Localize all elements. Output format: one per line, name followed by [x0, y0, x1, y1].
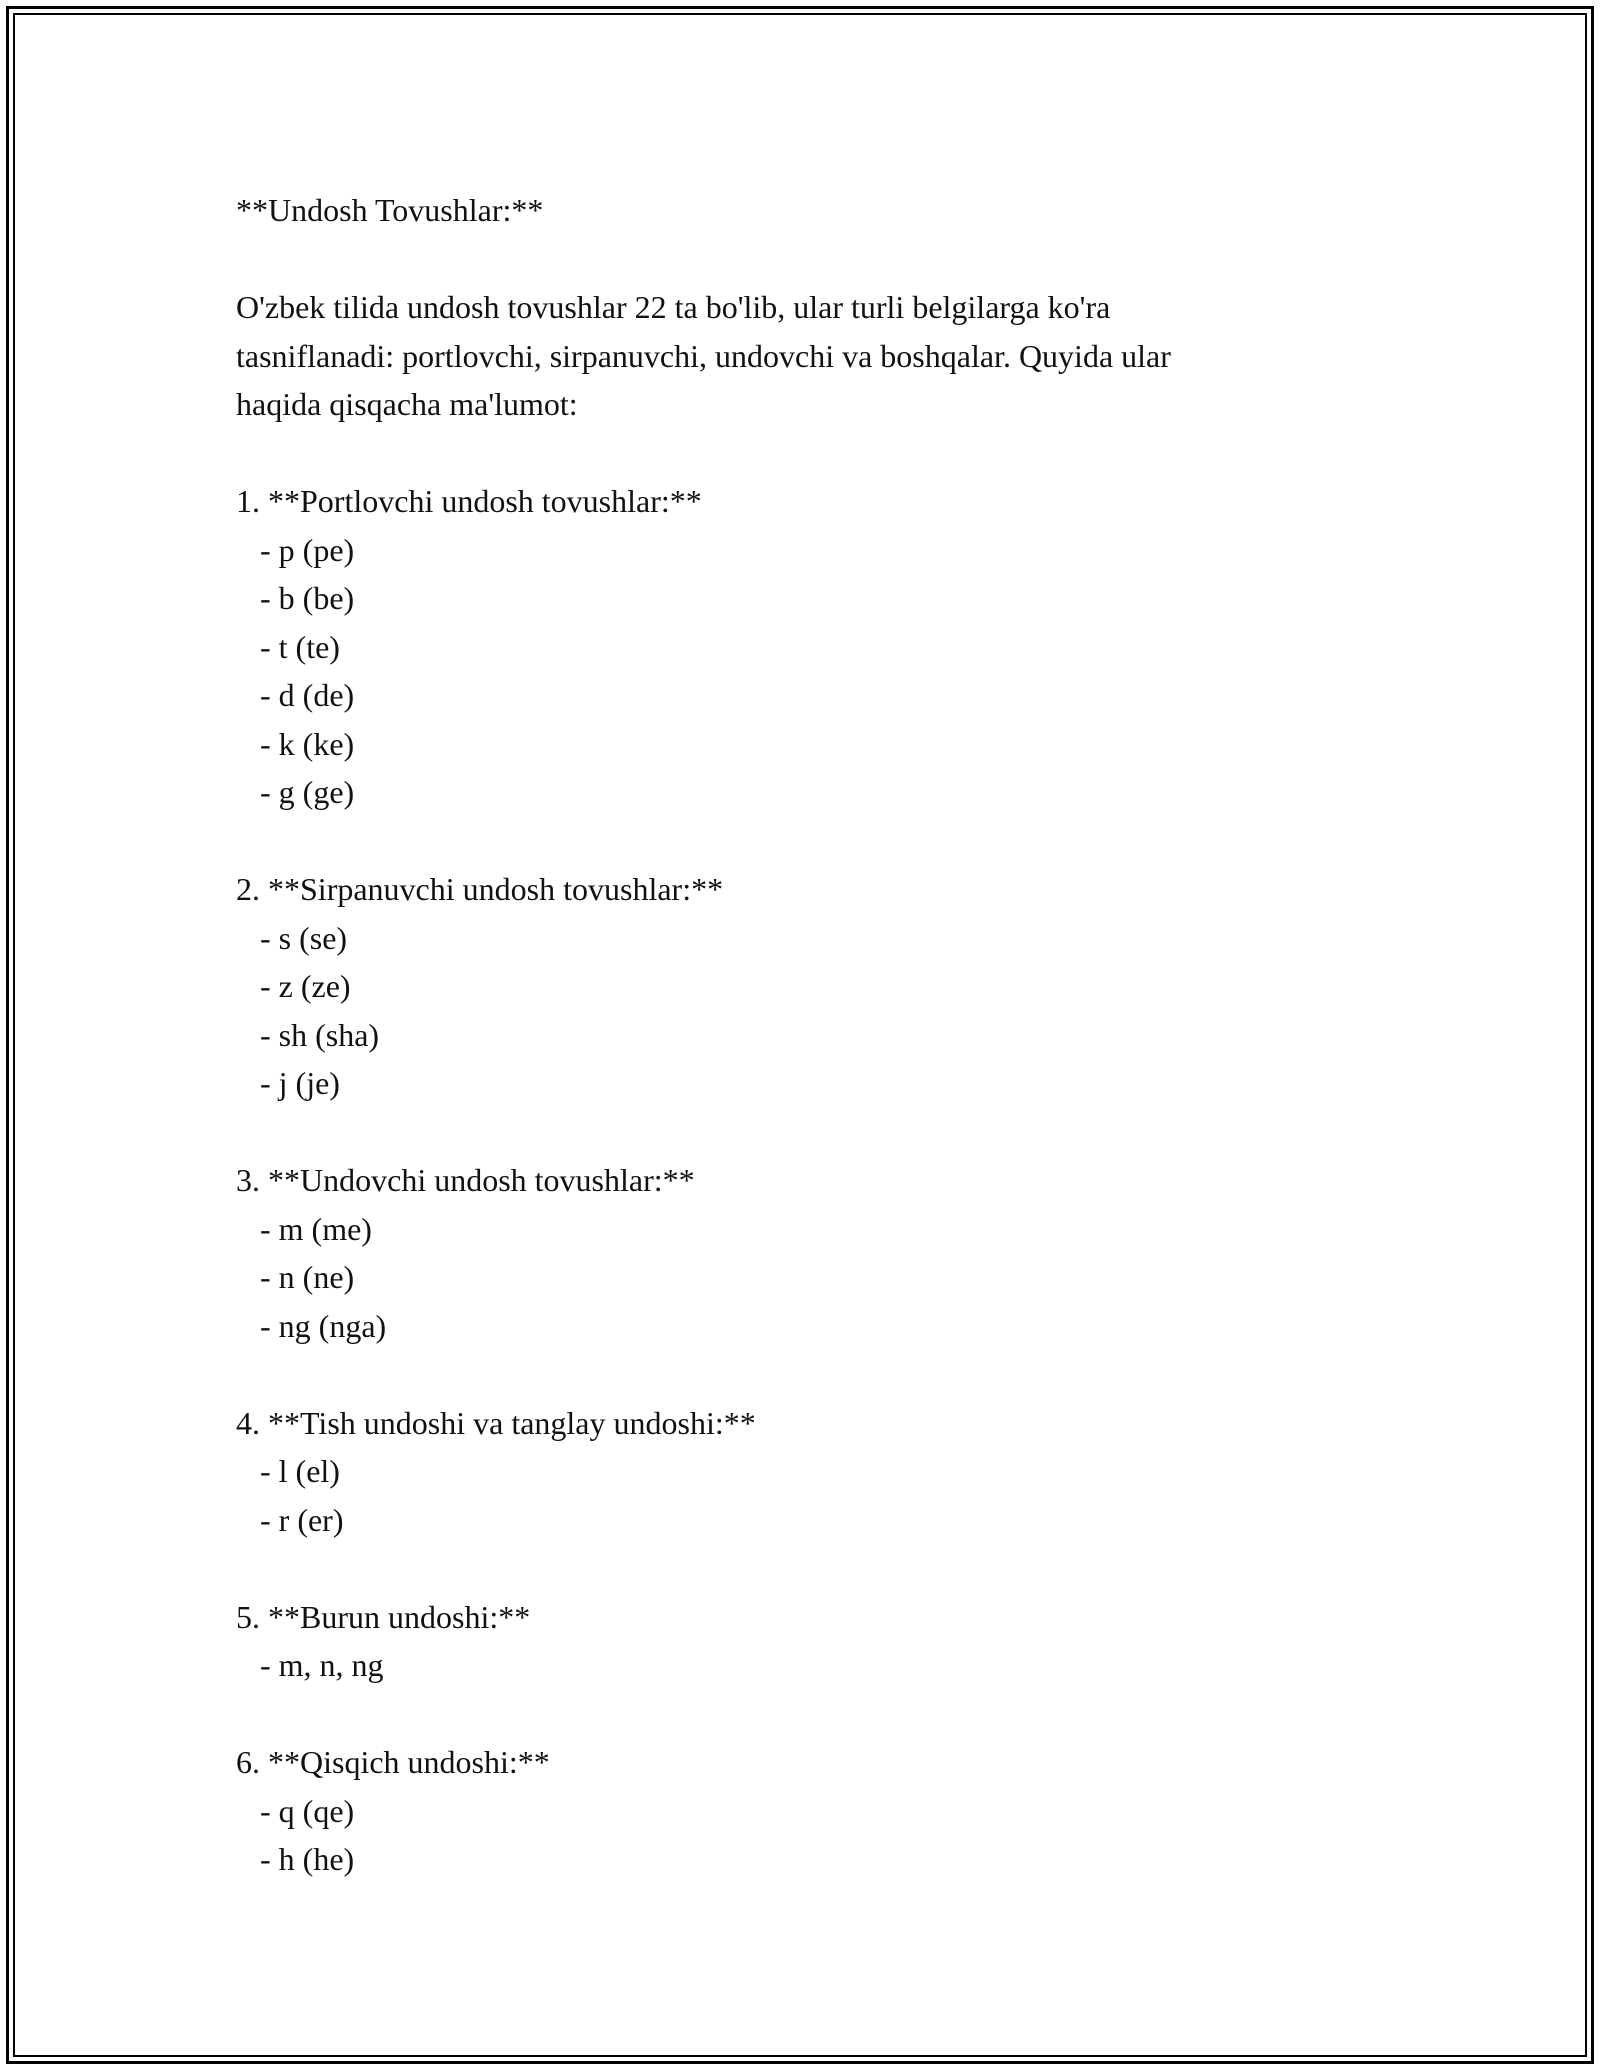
- document-body: [236, 186, 1386, 1884]
- list-item: - ng (nga): [260, 1307, 387, 1344]
- list-item: - j (je): [260, 1065, 340, 1101]
- list-item: - d (de): [260, 677, 355, 713]
- spacer: [236, 1690, 1386, 1739]
- list-item: - sh (sha): [260, 1016, 380, 1053]
- list-item: - q (qe): [260, 1792, 355, 1829]
- spacer: [236, 817, 1386, 866]
- spacer: [236, 429, 1386, 478]
- section-heading: 5. **Burun undoshi:**: [236, 1598, 531, 1635]
- spacer: [236, 1350, 1386, 1399]
- document-title: **Undosh Tovushlar:**: [236, 192, 544, 228]
- spacer: [236, 1544, 1386, 1593]
- spacer: [236, 1108, 1386, 1157]
- list-item: - k (ke): [260, 725, 355, 762]
- section-heading: 4. **Tish undoshi va tanglay undoshi:**: [236, 1404, 756, 1441]
- section-heading: 6. **Qisqich undoshi:**: [236, 1744, 550, 1780]
- list-item: - z (ze): [260, 968, 351, 1004]
- list-item: - m, n, ng: [260, 1647, 384, 1683]
- section-heading: 1. **Portlovchi undosh tovushlar:**: [236, 483, 702, 519]
- list-item: - r (er): [260, 1501, 344, 1538]
- list-item: - b (be): [260, 580, 355, 616]
- intro-line: O'zbek tilida undosh tovushlar 22 ta bo'lib, ular turli belgilarga ko'ra: [236, 289, 1111, 325]
- list-item: - g (ge): [260, 774, 355, 810]
- list-item: - p (pe): [260, 531, 355, 568]
- intro-line: tasniflanadi: portlovchi, sirpanuvchi, undovchi va boshqalar. Quyida ular: [236, 337, 1171, 374]
- list-item: - l (el): [260, 1453, 340, 1489]
- intro-line: haqida qisqacha ma'lumot:: [236, 386, 578, 422]
- section-heading: 2. **Sirpanuvchi undosh tovushlar:**: [236, 871, 724, 907]
- list-item: - s (se): [260, 919, 348, 956]
- section-heading: 3. **Undovchi undosh tovushlar:**: [236, 1162, 695, 1198]
- spacer: [236, 235, 1386, 284]
- list-item: - m (me): [260, 1210, 372, 1247]
- list-item: - t (te): [260, 628, 340, 665]
- list-item: - n (ne): [260, 1259, 355, 1295]
- list-item: - h (he): [260, 1841, 355, 1877]
